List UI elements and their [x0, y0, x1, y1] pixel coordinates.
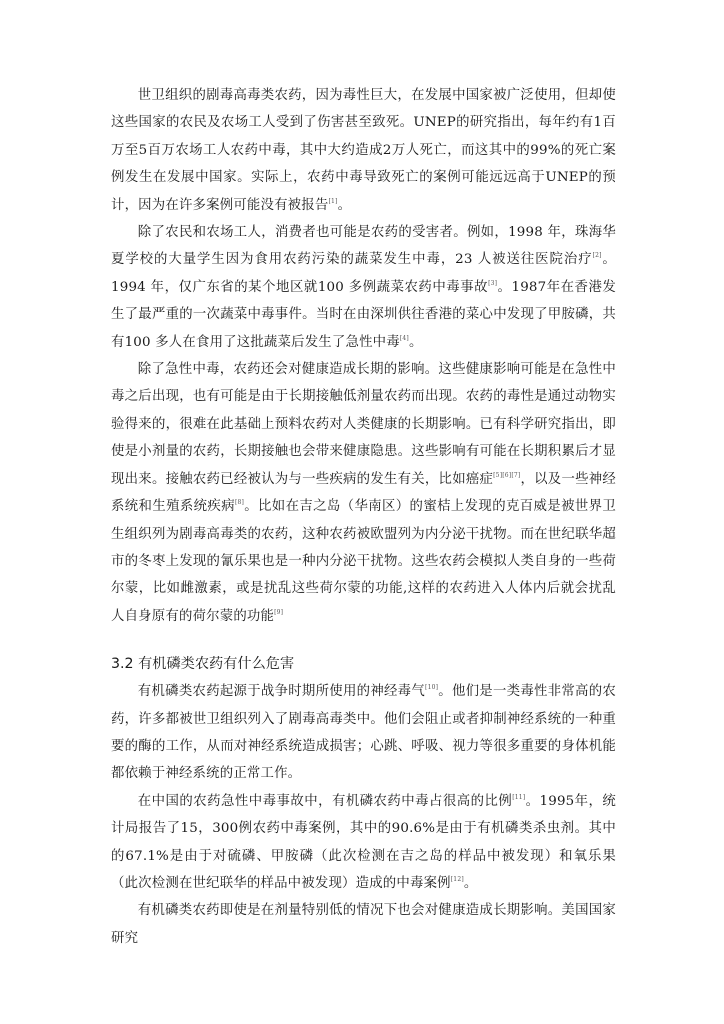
citation-ref: [12]	[450, 875, 464, 883]
citation-ref: [3]	[488, 279, 498, 287]
paragraph-3-text-c: 。比如在吉之岛（华南区）的蜜桔上发现的克百威是被世界卫生组织列为剧毒高毒类的农药，这种农药被欧盟列为内分泌干扰物。而在世纪联华超市的冬枣上发现的氰乐果也是一种内分泌干扰物。这些农药会模拟人类自身的一些荷尔蒙，比如雌激素，或是扰乱这些荷尔蒙的功能,这样的农药进入人体内后就会扰乱人自身原有的荷尔蒙的功能	[111, 499, 616, 624]
paragraph-5	[111, 788, 616, 898]
paragraph-3-text-a: 除了急性中毒，农药还会对健康造成长期的影响。这些健康影响可能是在急性中毒之后出现，也有可能是由于长期接触低剂量农药而出现。农药的毒性是通过动物实验得来的，很难在此基础上预料农药对人类健康的长期影响。已有科学研究指出，即使是小剂量的农药，长期接触也会带来健康隐患。这些影响有可能在长期积累后才显现出来。接触农药已经被认为与一些疾病的发生有关，比如癌症	[111, 362, 616, 487]
paragraph-2-text-a: 除了农民和农场工人，消费者也可能是农药的受害者。例如，1998 年，珠海华夏学校的大量学生因为食用农药污染的蔬菜发生中毒，23 人被送往医院治疗	[111, 225, 616, 268]
paragraph-2-text-b: 。1994 年，仅广东省的某个地区就100 多例蔬菜农药中毒事故	[111, 252, 616, 295]
document-page	[111, 82, 616, 952]
paragraph-5-end: 。	[463, 875, 478, 891]
citation-ref: [4]	[399, 334, 409, 342]
citation-ref: [5][6][7]	[493, 471, 521, 479]
citation-ref: [8]	[234, 499, 245, 507]
paragraph-3	[111, 356, 616, 630]
paragraph-5-text-b: 。1995年，统计局报告了15，300例农药中毒案例，其中的90.6%是由于有机磷类杀虫剂。其中的67.1%是由于对硫磷、甲胺磷（此次检测在吉之岛的样品中被发现）和氧乐果（此次检测在世纪联华的样品中被发现）造成的中毒案例	[111, 793, 616, 891]
paragraph-4-text-b: 。他们是一类毒性非常高的农药，许多都被世卫组织列入了剧毒高毒类中。他们会阻止或者抑制神经系统的一种重要的酶的工作，从而对神经系统造成损害；心跳、呼吸、视力等很多重要的身体机能都依赖于神经系统的正常工作。	[111, 684, 616, 782]
paragraph-5-text-a: 在中国的农药急性中毒事故中，有机磷农药中毒占很高的比例	[137, 793, 513, 809]
paragraph-3-text-b: ，以及一些神经系统和生殖系统疾病	[111, 471, 616, 515]
citation-ref: [11]	[512, 793, 526, 801]
paragraph-6	[111, 897, 616, 952]
paragraph-4-text-a: 有机磷类农药起源于战争时期所使用的神经毒气	[137, 684, 426, 700]
paragraph-1-text: 世卫组织的剧毒高毒类农药，因为毒性巨大，在发展中国家被广泛使用，但却使这些国家的农民及农场工人受到了伤害甚至致死。UNEP的研究指出，每年约有1百万至5百万农场工人农药中毒，其中大约造成2万人死亡，而这其中的99%的死亡案例发生在发展中国家。实际上，农药中毒导致死亡的案例可能远远高于UNEP的预计，因为在许多案例可能没有被报告	[111, 88, 616, 213]
section-heading: 3.2 有机磷类农药有什么危害	[111, 656, 295, 673]
citation-ref: [2]	[592, 252, 602, 260]
paragraph-2-end: 。	[408, 334, 423, 350]
paragraph-1-end: 。	[337, 197, 352, 213]
paragraph-2	[111, 219, 616, 356]
paragraph-4	[111, 678, 616, 788]
paragraph-2-text-c: 。1987年在香港发生了最严重的一次蔬菜中毒事件。当时在由深圳供往香港的菜心中发现了甲胺磷，共有100 多人在食用了这批蔬菜后发生了急性中毒	[111, 279, 616, 350]
citation-ref: [9]	[274, 608, 284, 616]
paragraph-1	[111, 82, 616, 219]
paragraph-6-text: 有机磷类农药即使是在剂量特别低的情况下也会对健康造成长期影响。美国国家研究	[111, 903, 616, 946]
citation-ref: [10]	[425, 684, 439, 692]
citation-ref: [1]	[328, 197, 338, 205]
